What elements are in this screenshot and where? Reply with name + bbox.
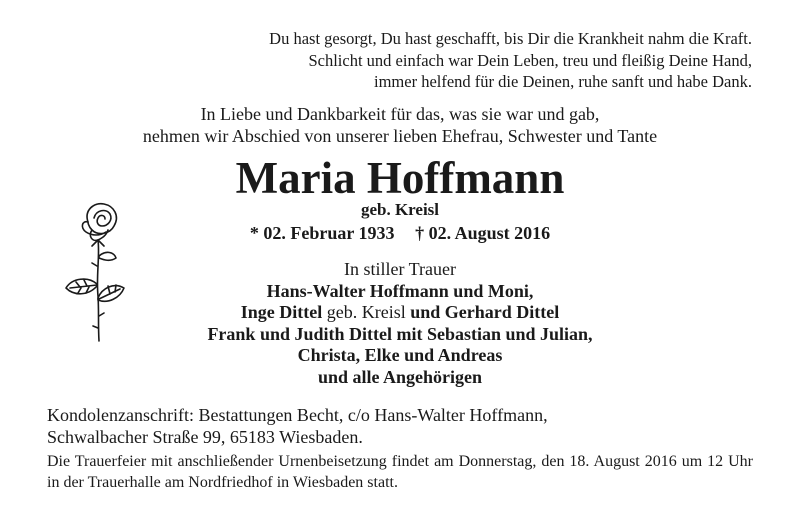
mourner-line: und alle Angehörigen	[317, 366, 483, 387]
funeral-notice: Die Trauerfeier mit anschließender Urnenbeisetzung findet am Donnerstag, den 18. August 2016 um 12 Uhr in der Trauerhalle am Nordfriedhof in Wiesbaden statt.	[47, 453, 753, 491]
mourner-line: Frank und Judith Dittel mit Sebastian und Julian,	[207, 323, 593, 344]
mourner-name: und Gerhard Dittel	[410, 302, 560, 323]
mourners-lead: In stiller Trauer	[344, 259, 456, 279]
mourner-name: Inge Dittel	[240, 302, 323, 323]
condolence-address	[47, 404, 548, 448]
birth-date: * 02. Februar 1933	[249, 223, 395, 243]
poem-line: immer helfend für die Deinen, ruhe sanft und habe Dank.	[374, 72, 752, 91]
poem-line: Du hast gesorgt, Du hast geschafft, bis Dir die Krankheit nahm die Kraft.	[269, 29, 752, 48]
poem-verse	[269, 28, 752, 93]
intro-text	[0, 103, 800, 147]
condolence-line: Kondolenzanschrift: Bestattungen Becht, c/o Hans-Walter Hoffmann,	[47, 405, 548, 425]
mourner-line: Christa, Elke und Andreas	[297, 345, 503, 366]
mourners-list	[0, 259, 800, 389]
death-date: † 02. August 2016	[415, 223, 551, 243]
mourner-birth-name: geb. Kreisl	[322, 302, 411, 323]
poem-line: Schlicht und einfach war Dein Leben, treu und fleißig Deine Hand,	[308, 50, 752, 70]
birth-name: geb. Kreisl	[360, 200, 440, 219]
mourner-line	[0, 302, 800, 324]
deceased-name: Maria Hoffmann	[235, 153, 565, 203]
intro-line: In Liebe und Dankbarkeit für das, was sie war und gab,	[200, 104, 600, 124]
condolence-line: Schwalbacher Straße 99, 65183 Wiesbaden.	[47, 427, 363, 447]
mourner-line: Hans-Walter Hoffmann und Moni,	[266, 280, 534, 301]
intro-line: nehmen wir Abschied von unserer lieben Ehefrau, Schwester und Tante	[142, 126, 658, 146]
